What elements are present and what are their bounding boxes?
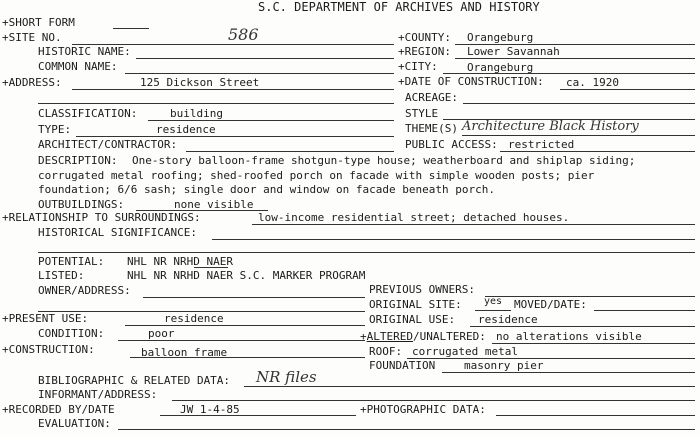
original-site-label: ORIGINAL SITE: bbox=[369, 298, 462, 311]
county-value: Orangeburg bbox=[467, 31, 534, 44]
description-line-1: One-story balloon-frame shotgun-type house; weatherboard and shiplap siding; bbox=[132, 154, 636, 167]
original-use-value: residence bbox=[478, 313, 538, 326]
foundation-value: masonry pier bbox=[464, 359, 544, 372]
altered-label: +ALTERED/UNALTERED: bbox=[360, 330, 486, 343]
original-use-line[interactable] bbox=[470, 326, 695, 327]
original-site-line[interactable] bbox=[475, 310, 511, 311]
moved-date-label: MOVED/DATE: bbox=[514, 298, 587, 311]
owner-address-line[interactable] bbox=[143, 297, 365, 298]
description-label: DESCRIPTION: bbox=[38, 154, 118, 167]
site-no-label: +SITE NO. bbox=[2, 31, 62, 44]
owner-address-label: OWNER/ADDRESS: bbox=[38, 284, 131, 297]
acreage-label: ACREAGE: bbox=[405, 91, 458, 104]
relationship-line[interactable] bbox=[252, 224, 695, 225]
evaluation-line[interactable] bbox=[118, 429, 695, 430]
type-value: residence bbox=[156, 123, 216, 136]
theme-value: Architecture Black History bbox=[462, 119, 639, 134]
address-value: 125 Dickson Street bbox=[140, 76, 260, 89]
previous-owners-label: PREVIOUS OWNERS: bbox=[369, 283, 475, 296]
historic-name-label: HISTORIC NAME: bbox=[38, 45, 131, 58]
construction-label: +CONSTRUCTION: bbox=[2, 343, 95, 356]
foundation-line[interactable] bbox=[442, 372, 695, 373]
acreage-line[interactable] bbox=[463, 103, 695, 104]
roof-value: corrugated metal bbox=[412, 345, 518, 358]
classification-line[interactable] bbox=[148, 120, 394, 121]
construction-value: balloon frame bbox=[141, 346, 228, 359]
common-name-label: COMMON NAME: bbox=[38, 60, 118, 73]
date-of-construction-line[interactable] bbox=[560, 89, 695, 90]
address-line[interactable] bbox=[72, 89, 394, 90]
relationship-label: +RELATIONSHIP TO SURROUNDINGS: bbox=[2, 211, 201, 224]
type-line[interactable] bbox=[76, 136, 394, 137]
style-label: STYLE bbox=[405, 107, 439, 120]
outbuildings-value: none visible bbox=[174, 198, 254, 211]
public-access-value: restricted bbox=[508, 138, 575, 151]
present-use-label: +PRESENT USE: bbox=[2, 312, 89, 325]
roof-label: ROOF: bbox=[369, 345, 403, 358]
bibliographic-value: NR files bbox=[256, 368, 317, 386]
address-label: +ADDRESS: bbox=[2, 76, 62, 89]
altered-line[interactable] bbox=[492, 343, 695, 344]
public-access-label: PUBLIC ACCESS: bbox=[405, 138, 498, 151]
outbuildings-label: OUTBUILDINGS: bbox=[38, 198, 125, 211]
bibliographic-line[interactable] bbox=[244, 386, 695, 387]
description-line-3: foundation; 6/6 sash; single door and window on facade beneath porch. bbox=[38, 183, 495, 196]
classification-value: building bbox=[170, 107, 223, 120]
site-no-value: 586 bbox=[228, 25, 259, 44]
date-of-construction-label: +DATE OF CONSTRUCTION: bbox=[398, 75, 544, 88]
recorded-by-line[interactable] bbox=[160, 415, 356, 416]
potential-options: NHL NR NRHD NAER bbox=[127, 255, 233, 268]
region-line[interactable] bbox=[455, 58, 695, 59]
moved-date-line[interactable] bbox=[594, 310, 695, 311]
region-value: Lower Savannah bbox=[467, 45, 560, 58]
relationship-value: low-income residential street; detached houses. bbox=[258, 211, 570, 224]
foundation-label: FOUNDATION bbox=[369, 359, 436, 372]
listed-label: LISTED: bbox=[38, 269, 85, 282]
photographic-data-line[interactable] bbox=[496, 415, 695, 416]
roof-line[interactable] bbox=[407, 358, 695, 359]
recorded-by-label: +RECORDED BY/DATE bbox=[2, 403, 115, 416]
classification-label: CLASSIFICATION: bbox=[38, 107, 138, 120]
description-line-2: corrugated metal roofing; shed-roofed porch on facade with simple wooden posts; pier bbox=[38, 169, 595, 182]
architect-label: ARCHITECT/CONTRACTOR: bbox=[38, 138, 178, 151]
informant-label: INFORMANT/ADDRESS: bbox=[38, 388, 158, 401]
short-form-line[interactable] bbox=[113, 28, 149, 29]
original-use-label: ORIGINAL USE: bbox=[369, 313, 456, 326]
condition-value: poor bbox=[148, 327, 175, 340]
type-label: TYPE: bbox=[38, 123, 72, 136]
common-name-line[interactable] bbox=[125, 73, 394, 74]
theme-line[interactable] bbox=[462, 135, 695, 136]
listed-options: NHL NR NRHD NAER S.C. MARKER PROGRAM bbox=[127, 269, 366, 282]
date-of-construction-value: ca. 1920 bbox=[566, 76, 619, 89]
short-form-label: +SHORT FORM bbox=[2, 16, 75, 29]
evaluation-label: EVALUATION: bbox=[38, 417, 111, 430]
architect-line[interactable] bbox=[186, 151, 394, 152]
address-line-2[interactable] bbox=[38, 103, 394, 104]
present-use-line[interactable] bbox=[125, 325, 365, 326]
nrhd-underline bbox=[194, 267, 228, 268]
county-label: +COUNTY: bbox=[398, 31, 451, 44]
city-value: Orangeburg bbox=[467, 61, 534, 74]
potential-label: POTENTIAL: bbox=[38, 255, 105, 268]
altered-value: no alterations visible bbox=[496, 330, 642, 343]
previous-owners-line[interactable] bbox=[485, 296, 695, 297]
city-label: +CITY: bbox=[398, 60, 438, 73]
present-use-value: residence bbox=[164, 312, 224, 325]
construction-line[interactable] bbox=[130, 357, 365, 358]
historical-significance-label: HISTORICAL SIGNIFICANCE: bbox=[38, 226, 197, 239]
theme-label: THEME(S) bbox=[405, 122, 458, 135]
region-label: +REGION: bbox=[398, 45, 451, 58]
bibliographic-label: BIBLIOGRAPHIC & RELATED DATA: bbox=[38, 374, 231, 387]
historical-significance-line-2[interactable] bbox=[38, 252, 695, 253]
historic-name-line[interactable] bbox=[136, 58, 394, 59]
recorded-by-value: JW 1-4-85 bbox=[180, 403, 240, 416]
informant-line[interactable] bbox=[172, 400, 695, 401]
page-title: S.C. DEPARTMENT OF ARCHIVES AND HISTORY bbox=[258, 0, 540, 14]
condition-label: CONDITION: bbox=[38, 327, 105, 340]
photographic-data-label: +PHOTOGRAPHIC DATA: bbox=[360, 403, 486, 416]
historical-significance-line[interactable] bbox=[212, 239, 695, 240]
original-site-value: yes bbox=[484, 296, 503, 307]
city-line[interactable] bbox=[443, 73, 695, 74]
condition-line[interactable] bbox=[118, 340, 365, 341]
public-access-line[interactable] bbox=[500, 151, 695, 152]
